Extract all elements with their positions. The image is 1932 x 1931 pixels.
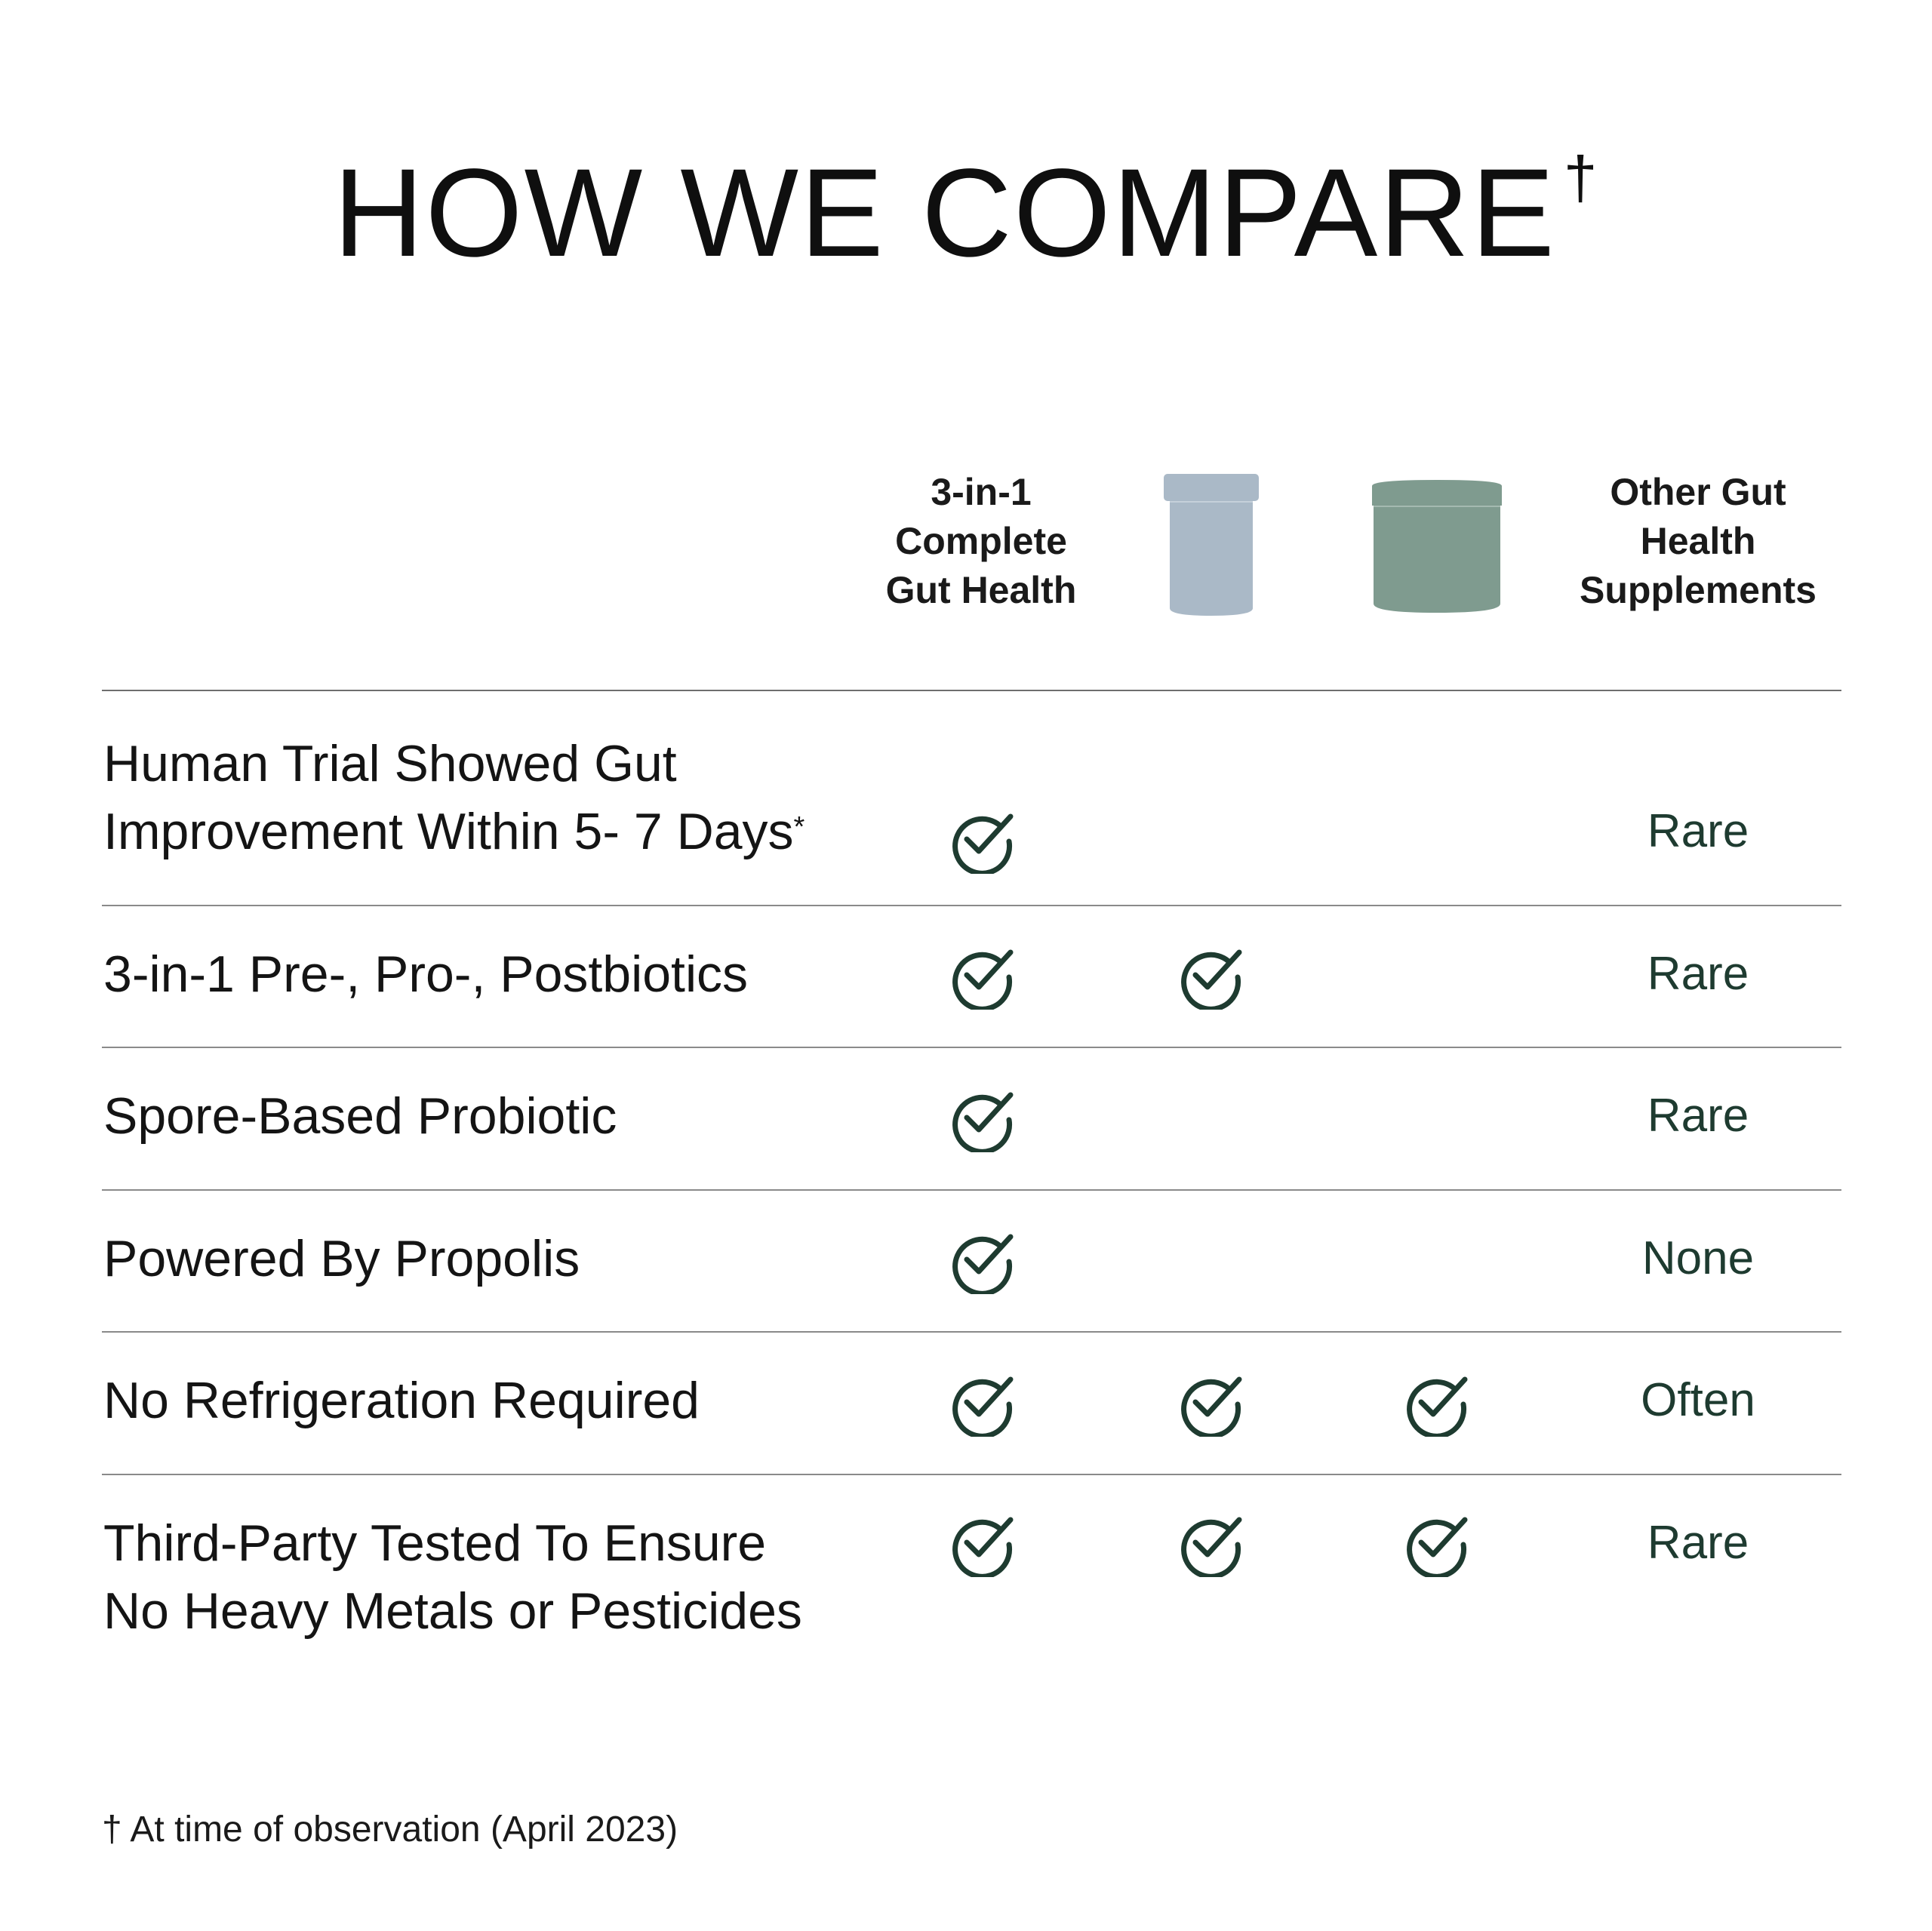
other-supplements-value: Rare xyxy=(1647,1090,1749,1142)
column-header-other-line1: Other Gut xyxy=(1610,471,1786,513)
column-header-product-line2: Complete xyxy=(895,520,1067,562)
other-supplements-value: Rare xyxy=(1647,805,1749,857)
column-header-product-line1: 3-in-1 xyxy=(931,471,1032,513)
row-label-line1: 3-in-1 Pre-, Pro-, Postbiotics xyxy=(103,946,749,1003)
check-icon xyxy=(1401,1509,1469,1577)
powder-tub-lid xyxy=(1372,480,1502,506)
check-icon xyxy=(947,942,1015,1010)
row-divider xyxy=(102,1189,1841,1191)
row-label-line1: Human Trial Showed Gut xyxy=(103,735,677,792)
check-icon xyxy=(1176,1509,1244,1577)
column-header-other xyxy=(1555,468,1841,615)
capsule-bottle-icon xyxy=(1162,474,1260,617)
row-divider xyxy=(102,905,1841,906)
powder-tub-icon xyxy=(1372,480,1502,616)
row-label-line1: Spore-Based Probiotic xyxy=(103,1087,617,1145)
row-label-line1: No Refrigeration Required xyxy=(103,1372,700,1429)
capsule-bottle-cap xyxy=(1164,474,1259,501)
check-icon xyxy=(947,1226,1015,1294)
column-header-other-line2: Health xyxy=(1640,520,1756,562)
page-title xyxy=(0,143,1932,283)
other-supplements-value: Often xyxy=(1641,1374,1755,1426)
powder-tub-body xyxy=(1374,507,1500,613)
column-header-product xyxy=(853,468,1109,615)
row-divider xyxy=(102,1047,1841,1048)
check-icon xyxy=(1176,1369,1244,1437)
row-label-line2: No Heavy Metals or Pesticides xyxy=(103,1582,802,1640)
title-dagger-mark: † xyxy=(1563,144,1599,211)
other-supplements-value: Rare xyxy=(1647,948,1749,1000)
check-icon xyxy=(947,1509,1015,1577)
title-text: HOW WE COMPARE xyxy=(333,143,1556,283)
capsule-bottle-body xyxy=(1170,501,1253,616)
check-icon xyxy=(947,1084,1015,1152)
row-label-line1: Powered By Propolis xyxy=(103,1230,580,1287)
row-label-asterisk: * xyxy=(793,811,805,843)
check-icon xyxy=(947,1369,1015,1437)
column-header-product-line3: Gut Health xyxy=(885,569,1077,611)
row-label-line1: Third-Party Tested To Ensure xyxy=(103,1514,767,1572)
check-icon xyxy=(1176,942,1244,1010)
check-icon xyxy=(947,806,1015,874)
table-top-divider xyxy=(102,690,1841,691)
footnote: † At time of observation (April 2023) xyxy=(102,1810,678,1850)
row-divider xyxy=(102,1331,1841,1333)
other-supplements-value: None xyxy=(1641,1232,1755,1284)
check-icon xyxy=(1401,1369,1469,1437)
row-label-line2: Improvement Within 5- 7 Days* xyxy=(103,803,805,860)
row-divider xyxy=(102,1474,1841,1475)
other-supplements-value: Rare xyxy=(1647,1517,1749,1569)
column-header-other-line3: Supplements xyxy=(1580,569,1817,611)
